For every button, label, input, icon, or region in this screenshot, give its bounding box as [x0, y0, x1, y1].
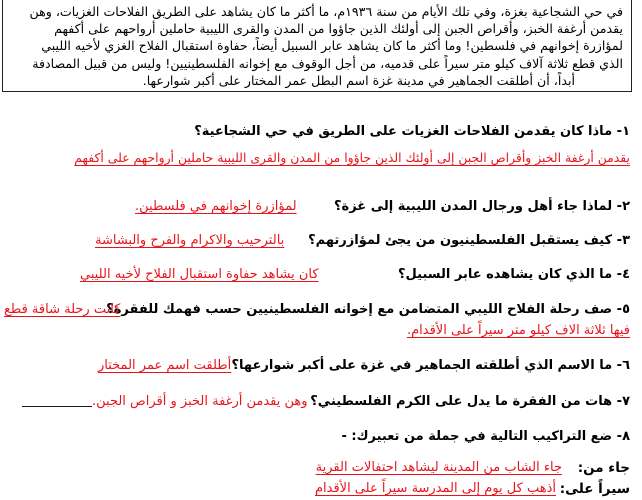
question-number: ٤- [616, 267, 630, 282]
question-text: ما الاسم الذي أطلقته الجماهير في غزة على أكبر شوارعها؟ [231, 358, 613, 373]
question-number: ٣- [616, 233, 630, 248]
passage-line: يقدمن أرغفة الخبز، وأقراص الجبن إلى أولئك الذين جاؤوا من المدن والقرى الليبية حاملين أرواحهم على أكفهم [54, 21, 623, 37]
phrase-label-1: جاء من: [577, 460, 630, 476]
question-3 [308, 233, 630, 248]
answer-5-continued: فيها ثلاثة الاف كيلو متر سيراً على الأقدام. [406, 323, 630, 338]
question-7 [310, 394, 630, 409]
answer-6: أطلقت اسم عمر المختار [98, 358, 232, 373]
question-number: ٦- [616, 358, 630, 373]
passage-line: الذي قطع ثلاثة آلاف كيلو متر سيراً على قدميه، من أجل الوقوف مع إخوانه الفلسطينيين! وليس من قبيل المصادفة [32, 55, 623, 71]
question-2 [334, 199, 630, 214]
answer-5: كانت رحلة شاقة قطع [4, 302, 121, 317]
question-4 [398, 267, 630, 282]
answer-7: وهن يقدمن أرغفة الخبز و أقراص الجبن. [92, 394, 308, 409]
question-number: ٢- [616, 199, 630, 214]
question-text: كيف يستقبل الفلسطينيون من يجئ لمؤازرتهم؟ [308, 233, 613, 248]
question-text: هات من الفقرة ما يدل على الكرم الفلسطيني؟ [310, 394, 613, 409]
question-text: ما الذي كان يشاهده عابر السبيل؟ [398, 267, 613, 282]
question-number: ١- [616, 124, 630, 139]
question-text: ماذا كان يقدمن الفلاحات الغزيات على الطريق في حي الشجاعية؟ [194, 124, 613, 139]
question-text: لماذا جاء أهل ورجال المدن الليبية إلى غزة؟ [333, 199, 613, 214]
question-5 [106, 302, 630, 317]
question-text: صف رحلة الفلاح الليبي المتضامن مع إخوانه الفلسطينيين حسب فهمك للفقرة؟ [106, 302, 613, 317]
phrase-sentence-1: جاء الشاب من المدينة ليشاهد احتفالات القرية [315, 460, 562, 475]
reading-passage [2, 0, 632, 92]
phrase-label-2: سيراً على: [559, 481, 630, 497]
question-number: ٨- [616, 429, 630, 444]
question-6 [232, 358, 631, 373]
passage-line: لمؤازرة إخوانهم في فلسطين! وما أكثر ما كان يشاهد عابر السبيل أيضاً، حفاوة استقبال الفلاح الغزي لأخيه الليبي [41, 38, 623, 54]
passage-line: في حي الشجاعية بغزة، وفي تلك الأيام من سنة ١٩٣٦م، ما أكثر ما كان يشاهد على الطريق الفلاحات الغزيات، وهن [29, 4, 623, 19]
answer-1: يقدمن أرغفة الخبز وأقراص الجبن إلى أولئك الذين جاؤوا من المدن والقرى الليبية حاملين أرواحهم على أكفهم [74, 150, 630, 165]
answer-4: كان يشاهد حفاوة استقبال الفلاح لأخيه الليبي [80, 267, 319, 282]
question-text: ضع التراكيب التالية في جملة من تعبيرك: - [341, 429, 613, 444]
question-number: ٥- [616, 302, 630, 317]
passage-line: أبداً، أن أطلقت الجماهير في مدينة غزة اسم البطل عمر المختار على أكبر شوارعها. [142, 72, 575, 88]
phrase-sentence-2: أذهب كل يوم إلى المدرسة سيراً على الأقدام [314, 481, 556, 496]
answer-2: لمؤازرة إخوانهم في فلسطين. [135, 199, 297, 214]
question-1 [194, 124, 630, 139]
question-number: ٧- [616, 394, 630, 409]
answer-3: بالترحيب والاكرام والفرح والبشاشة [95, 233, 285, 248]
answer-blank-line [22, 406, 92, 407]
question-8 [341, 429, 630, 444]
